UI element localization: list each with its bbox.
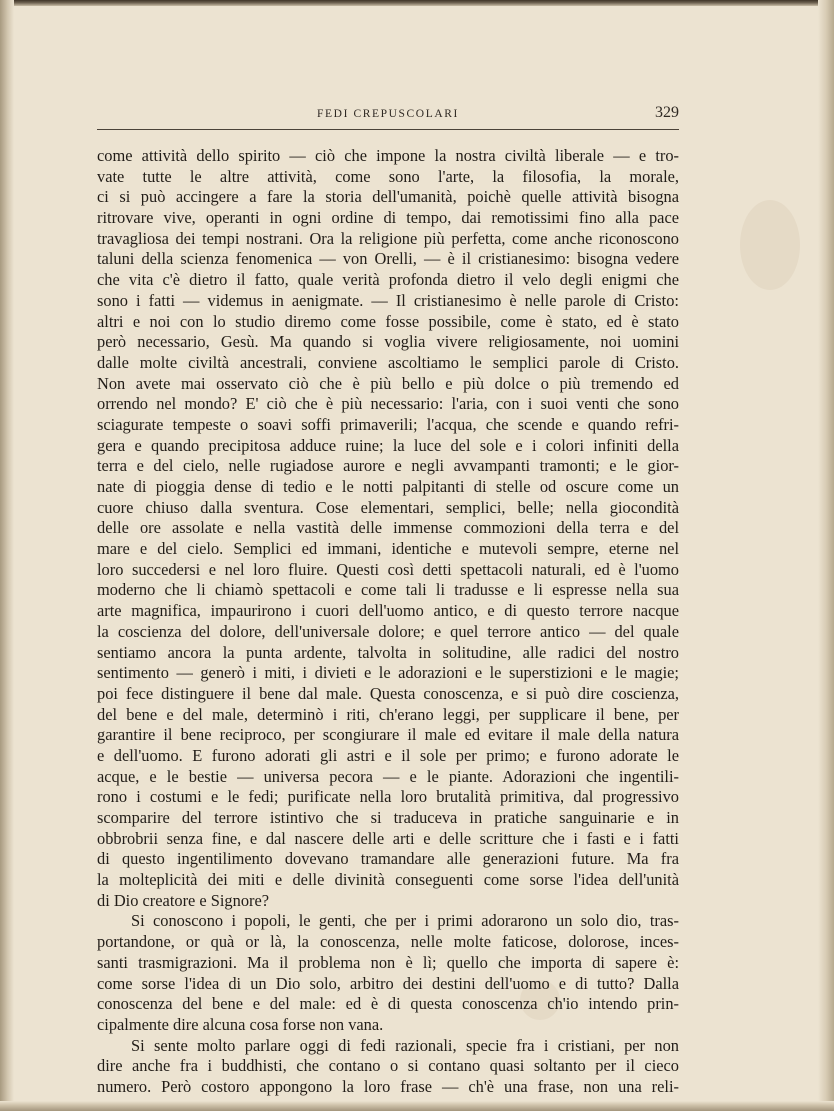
- page-right-edge: [818, 0, 834, 1111]
- text-line: sono i fatti — videmus in aenigmate. — Il cristianesimo è nelle parole di Cristo:: [97, 290, 679, 310]
- text-line: ritrovare vive, operanti in ogni ordine di tempo, dai remotissimi fino alla pace: [97, 208, 679, 228]
- text-line: portandone, or quà or là, la conoscenza, nelle molte faticose, dolorose, inces-: [97, 932, 679, 952]
- text-line: Si conoscono i popoli, le genti, che per i primi adorarono un solo dio, tras-: [131, 911, 679, 931]
- text-line: scomparire del terrore istintivo che si traduceva in pratiche sanguinarie e in: [97, 808, 679, 827]
- text-line: dalle molte civiltà ancestrali, conviene ascoltiamo le semplici parole di Cristo.: [97, 352, 679, 372]
- text-line: delle ore assolate e nella vastità delle immense commozioni della terra e del: [97, 518, 679, 538]
- text-line: ci si può accingere a fare la storia dell'umanità, poichè quelle attività bisogna: [97, 187, 679, 207]
- text-line: come attività dello spirito — ciò che impone la nostra civiltà liberale — e tro-: [97, 146, 679, 165]
- text-line: che vita c'è dietro il fatto, quale verità profonda dietro il velo degli enigmi che: [97, 270, 679, 290]
- page-top-edge: [0, 0, 834, 6]
- text-line: vate tutte le altre attività, come sono l'arte, la filosofia, la morale,: [97, 166, 679, 186]
- text-line: sentimento — generò i miti, i divieti e le adorazioni e le superstizioni e le magie;: [97, 663, 679, 683]
- text-line: gera e quando precipitosa adduce ruine; la luce del sole e i colori infiniti della: [97, 435, 679, 455]
- text-line: garantire il bene reciproco, per scongiurare il male ed evitare il male della natura: [97, 725, 679, 745]
- text-line: del bene e del male, determinò i riti, ch'erano leggi, per supplicare il bene, per: [97, 704, 679, 724]
- text-line: però necessario, Gesù. Ma quando si voglia vivere religiosamente, noi uomini: [97, 332, 679, 352]
- text-line: orrendo nel mondo? E' ciò che è più necessario: l'aria, con i suoi venti che sono: [97, 394, 679, 414]
- text-line: obbrobrii senza fine, e dal nascere delle arti e delle scritture che i fasti e i fatti: [97, 828, 679, 848]
- text-line: acque, e le bestie — universa pecora — e le piante. Adorazioni che ingentili-: [97, 766, 679, 786]
- text-line: Non avete mai osservato ciò che è più bello e più dolce o più tremendo ed: [97, 373, 679, 393]
- text-line: arte magnifica, impaurirono i cuori dell'uomo antico, e di questo terrore nacque: [97, 601, 679, 621]
- text-line: loro succedersi e nel loro fluire. Questi così detti spettacoli naturali, ed è l'uomo: [97, 559, 679, 579]
- text-line: cipalmente dire alcuna cosa forse non vana.: [97, 1014, 384, 1034]
- text-line: come sorse l'idea di un Dio solo, arbitro dei destini dell'uomo e di tutto? Dalla: [97, 973, 679, 993]
- text-line: dire anche fra i buddhisti, che contano o si contano quasi soltanto per il cieco: [97, 1056, 679, 1076]
- running-head: [97, 103, 679, 130]
- text-line: di questo ingentilimento dovevano tramandare alle generazioni future. Ma fra: [97, 849, 679, 869]
- page-left-edge: [0, 0, 14, 1111]
- running-title: FEDI CREPUSCOLARI: [317, 108, 459, 120]
- text-line: travagliosa dei tempi nostrani. Ora la religione più perfetta, come anche riconoscono: [97, 228, 679, 248]
- paper-stain: [740, 200, 800, 290]
- page-number: 329: [655, 104, 679, 121]
- text-line: sentiamo ancora la punta ardente, talvolta in solitudine, alle radici del nostro: [97, 642, 679, 662]
- text-line: e dell'uomo. E furono adorati gli astri e il sole per primo; e furono adorate le: [97, 745, 679, 765]
- text-line: numero. Però costoro appongono la loro frase — ch'è una frase, non una reli-: [97, 1076, 679, 1096]
- text-line: la molteplicità dei miti e delle divinità conseguenti come sorse l'idea dell'unità: [97, 870, 679, 890]
- text-line: poi fece distinguere il bene dal male. Questa conoscenza, e si può dire coscienza,: [97, 683, 679, 703]
- text-line: nate di pioggia dense di tedio e le notti palpitanti di stelle od oscure come un: [97, 477, 679, 496]
- text-line: mare e del cielo. Semplici ed immani, identiche e mutevoli sempre, eterne nel: [97, 539, 679, 559]
- text-line: terra e del cielo, nelle rugiadose aurore e negli avvampanti tramonti; e le gior-: [97, 456, 679, 476]
- text-line: santi trasmigrazioni. Ma il problema non è lì; quello che importa di sapere è:: [97, 952, 679, 972]
- page-bottom-edge: [0, 1101, 834, 1111]
- text-line: sciagurate tempeste o soavi soffi primaverili; l'acqua, che scende e quando refri-: [97, 414, 679, 434]
- text-line: altri e noi con lo studio diremo come fosse possibile, come è stato, ed è stato: [97, 311, 679, 331]
- text-line: di Dio creatore e Signore?: [97, 890, 270, 910]
- text-line: taluni della scienza fenomenica — von Orelli, — è il cristianesimo: bisogna vedere: [97, 249, 679, 269]
- text-line: Si sente molto parlare oggi di fedi razionali, specie fra i cristiani, per non: [131, 1035, 679, 1055]
- text-line: rono i costumi e le fedi; purificate nella loro brutalità primitiva, dal progressivo: [97, 787, 679, 807]
- body-text: [97, 146, 679, 1098]
- text-line: moderno che li chiamò spettacoli e come tali li tradusse e li espresse nella sua: [97, 580, 679, 600]
- text-line: conoscenza del bene e del male: ed è di questa conoscenza ch'io intendo prin-: [97, 994, 679, 1014]
- text-line: cuore chiuso dalla sventura. Cose elementari, semplici, belle; nella giocondità: [97, 497, 679, 517]
- text-line: la coscienza del dolore, dell'universale dolore; e quel terrore antico — del quale: [97, 621, 679, 641]
